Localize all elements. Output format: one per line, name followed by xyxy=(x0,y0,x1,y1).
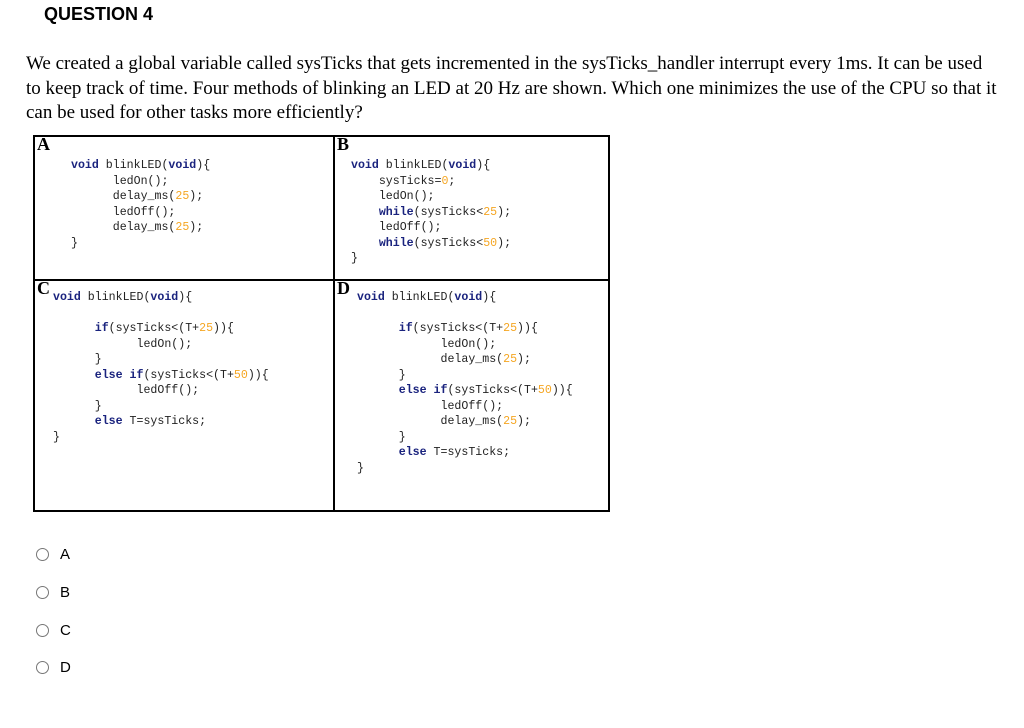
option-label: B xyxy=(60,584,71,601)
cell-letter: C xyxy=(37,278,50,298)
radio-button[interactable] xyxy=(36,548,49,561)
cell-letter: A xyxy=(37,134,50,154)
radio-button[interactable] xyxy=(36,624,49,637)
question-title: QUESTION 4 xyxy=(44,4,154,24)
option-d[interactable] xyxy=(36,659,71,676)
code-cell-d xyxy=(335,278,610,512)
code-cell-b xyxy=(335,134,610,279)
code-block-c: void blinkLED(void){ if(sysTicks<(T+25)){ ledOn(); } else if(sysTicks<(T+50)){ ledOff(); } else T=sysTicks; } xyxy=(53,291,269,444)
option-label: C xyxy=(60,622,71,639)
cell-letter: B xyxy=(337,134,350,154)
option-label: A xyxy=(60,546,71,563)
code-figure xyxy=(33,135,610,512)
option-b[interactable] xyxy=(36,584,70,601)
code-cell-c xyxy=(35,278,333,512)
code-block-a: void blinkLED(void){ ledOn(); delay_ms(25); ledOff(); delay_ms(25); } xyxy=(71,159,211,250)
code-cell-a xyxy=(35,134,333,279)
code-block-b: void blinkLED(void){ sysTicks=0; ledOn(); while(sysTicks<25); ledOff(); while(sysTicks<50); } xyxy=(351,159,512,265)
option-c[interactable] xyxy=(36,622,71,639)
radio-button[interactable] xyxy=(36,661,49,674)
cell-letter: D xyxy=(337,278,350,298)
option-a[interactable] xyxy=(36,546,70,563)
option-label: D xyxy=(60,659,71,676)
question-text: We created a global variable called sysTicks that gets incremented in the sysTicks_handler interrupt every 1ms. It can be used to keep track of time. Four methods of blinking an LED at 20 Hz are shown. Which one minimizes the use of the CPU so that it can be used for other tasks more efficiently? xyxy=(26,53,997,123)
code-block-d: void blinkLED(void){ if(sysTicks<(T+25)){ ledOn(); delay_ms(25); } else if(sysTicks<(T+50)){ ledOff(); delay_ms(25); } else T=sysTicks; } xyxy=(357,291,573,475)
radio-button[interactable] xyxy=(36,586,49,599)
